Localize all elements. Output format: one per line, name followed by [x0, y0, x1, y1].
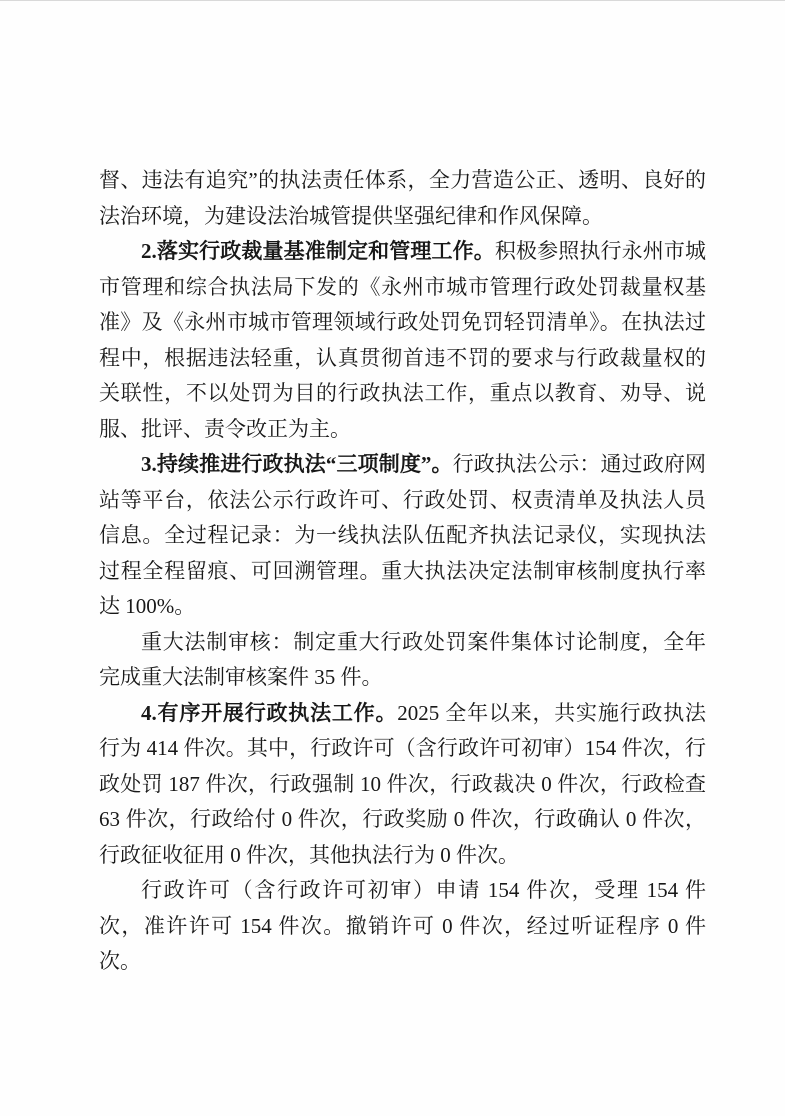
paragraph-text: 积极参照执行永州市城市管理和综合执法局下发的《永州市城市管理行政处罚裁量权基准》及《永州市城市管理领域行政处罚免罚轻罚清单》。在执法过程中，根据违法轻重，认真贯彻首违不罚的要求与行政裁量权的关联性，不以处罚为目的行政执法工作，重点以教育、劝导、说服、批评、责令改正为主。	[99, 239, 706, 441]
paragraph-text: 督、违法有追究”的执法责任体系，全力营造公正、透明、良好的法治环境，为建设法治城管提供坚强纪律和作风保障。	[99, 168, 706, 228]
paragraph-continuation	[99, 163, 706, 234]
paragraph-licensing-stats	[99, 873, 706, 980]
section-2-heading: 2.落实行政裁量基准制定和管理工作。	[141, 239, 495, 263]
paragraph-legal-review	[99, 625, 706, 696]
paragraph-section-4	[99, 696, 706, 874]
paragraph-text: 行政执法公示：通过政府网站等平台，依法公示行政许可、行政处罚、权责清单及执法人员信息。全过程记录：为一线执法队伍配齐执法记录仪，实现执法过程全程留痕、可回溯管理。重大执法决定法制审核制度执行率达 100%。	[99, 452, 707, 618]
paragraph-text: 重大法制审核：制定重大行政处罚案件集体讨论制度，全年完成重大法制审核案件 35 件。	[99, 629, 706, 689]
paragraph-text: 行政许可（含行政许可初审）申请 154 件次，受理 154 件次，准许许可 154 件次。撤销许可 0 件次，经过听证程序 0 件次。	[99, 878, 706, 973]
paragraph-section-2	[99, 234, 706, 447]
paragraph-section-3	[99, 447, 706, 625]
section-3-heading: 3.持续推进行政执法“三项制度”。	[141, 452, 453, 476]
paragraph-text: 2025 全年以来，共实施行政执法行为 414 件次。其中，行政许可（含行政许可初审）154 件次，行政处罚 187 件次，行政强制 10 件次，行政裁决 0 件次，行政检查 63 件次，行政给付 0 件次，行政奖励 0 件次，行政确认 0 件次，行政征收征用 0 件次，其他执法行为 0 件次。	[99, 700, 706, 867]
section-4-heading: 4.有序开展行政执法工作。	[141, 700, 398, 725]
document-text-block	[99, 163, 706, 980]
